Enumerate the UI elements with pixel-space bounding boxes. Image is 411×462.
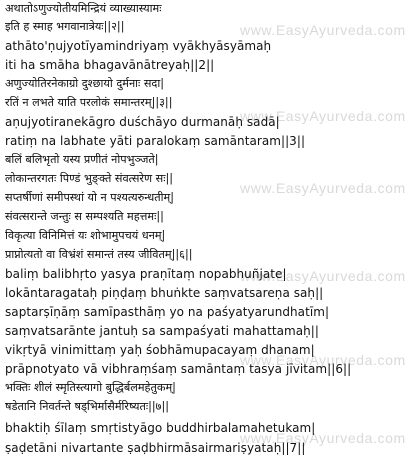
- watermark: www.EasyAyurveda.com: [240, 352, 406, 368]
- verse-line: bhaktiḥ śīlaṃ smṛtistyāgo buddhirbalamahetukam|: [5, 421, 316, 435]
- verse-line: षडेतानि निवर्तन्ते षड्भिर्मासैर्मरिष्यतः||७||: [5, 400, 169, 413]
- verse-line: अणुज्योतिरनेकाग्रो दुश्छायो दुर्मनाः सदा|: [5, 77, 165, 90]
- watermark: www.EasyAyurveda.com: [240, 180, 406, 196]
- verse-line: अथातोऽणुज्योतीयमिन्द्रियं व्याख्यास्यामः: [5, 2, 162, 15]
- verse-line: बलिं बलिभृतो यस्य प्रणीतं नोपभुञ्जते|: [5, 153, 159, 166]
- verse-line: इति ह स्माह भगवानात्रेयः||२||: [5, 20, 125, 33]
- verse-line: lokāntaragataḥ piṇḍaṃ bhuṅkte saṃvatsareṇa saḥ||: [5, 286, 324, 300]
- verse-line: baliṃ balibhṛto yasya praṇītaṃ nopabhuñjate|: [5, 267, 287, 281]
- verse-line: aṇujyotiranekāgro duśchāyo durmanāḥ sadā|: [5, 115, 280, 129]
- verse-line: सप्तर्षीणां समीपस्थां यो न पश्यत्यरुन्धतीम्|: [5, 191, 174, 204]
- verse-line: भक्तिः शीलं स्मृतिस्त्यागो बुद्धिर्बलमहेतुकम्|: [5, 381, 176, 394]
- verse-line: vikṛtyā vinimittaṃ yaḥ śobhāmupacayaṃ dhanam|: [5, 343, 315, 357]
- verse-line: प्राप्नोत्यतो वा विभ्रंशं समान्तं तस्य जीवितम्||६||: [5, 248, 193, 261]
- watermark: www.EasyAyurveda.com: [240, 22, 406, 38]
- verse-line: prāpnotyato vā vibhraṃśaṃ samāntaṃ tasya jīvitam||6||: [5, 362, 352, 376]
- verse-line: ratiṃ na labhate yāti paralokaṃ samāntaram||3||: [5, 134, 306, 148]
- verse-line: ṣaḍetāni nivartante ṣaḍbhirmāsairmariṣyataḥ||7||: [5, 441, 306, 455]
- watermark: www.EasyAyurveda.com: [240, 268, 406, 284]
- verse-line: लोकान्तरगतः पिण्डं भुङ्क्ते संवत्सरेण सः||: [5, 172, 174, 185]
- verse-line: saṃvatsarānte jantuḥ sa sampaśyati mahattamaḥ||: [5, 324, 319, 338]
- watermark: www.EasyAyurveda.com: [240, 430, 406, 446]
- verse-line: संवत्सरान्ते जन्तुः स सम्पश्यति महत्तमः||: [5, 210, 164, 223]
- watermark: www.EasyAyurveda.com: [240, 108, 406, 124]
- verse-line: iti ha smāha bhagavānātreyaḥ||2||: [5, 58, 215, 72]
- verse-line: athāto'ṇujyotīyamindriyaṃ vyākhyāsyāmaḥ: [5, 39, 272, 53]
- verse-line: रतिं न लभते याति परलोकं समान्तरम्||३||: [5, 96, 173, 109]
- verse-line: विकृत्या विनिमित्तं यः शोभामुपचयं धनम्|: [5, 229, 166, 242]
- verse-line: saptarṣīṇāṃ samīpasthāṃ yo na paśyatyarundhatīm|: [5, 305, 330, 319]
